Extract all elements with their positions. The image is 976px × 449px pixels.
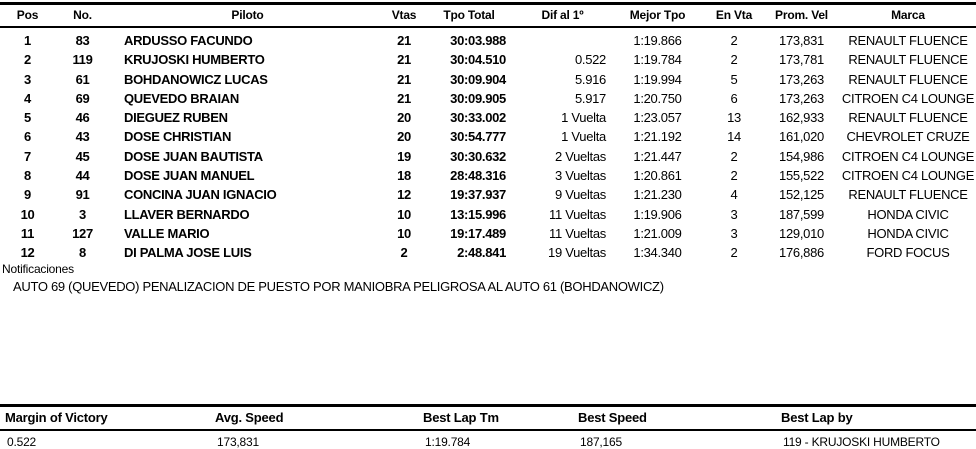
cell-dif-al-1: 1 Vuelta [561,110,606,126]
cell-dif-al-1 [515,27,610,50]
cell-piloto: DI PALMA JOSE LUIS [124,245,252,261]
cell-vtas: 19 [397,148,411,164]
cell-vtas: 10 [397,225,411,241]
cell-dif-al-1: 5.916 [574,71,606,87]
summary-header-best-speed: Best Speed [578,410,647,425]
cell-dif-al-1: 0.522 [574,52,606,68]
table-row [0,70,976,89]
table-row [0,127,976,146]
cell-pos: 3 [24,71,31,87]
cell-marca: CITROEN C4 LOUNGE [841,168,975,184]
cell-vtas: 18 [397,168,411,184]
cell-vtas: 2 [400,245,408,261]
cell-mejor-tpo: 1:20.750 [633,90,682,106]
cell-piloto: LLAVER BERNARDO [124,206,250,222]
cell-dif-al-1: 19 Vueltas [548,245,606,261]
results-body [0,27,976,263]
cell-marca: RENAULT FLUENCE [848,33,968,48]
summary-header-margin-of-victory: Margin of Victory [5,410,108,425]
cell-pos: 1 [24,33,31,48]
header-prom-vel: Prom. Vel [763,4,840,28]
cell-mejor-tpo: 1:20.861 [633,168,682,184]
cell-tpo-total: 13:15.996 [450,206,506,222]
header-vtas: Vtas [385,4,423,28]
cell-dif-al-1: 1 Vuelta [561,129,606,145]
cell-tpo-total: 30:54.777 [450,129,506,145]
cell-vtas: 12 [397,187,411,203]
cell-dif-al-1: 3 Vueltas [554,168,606,184]
cell-mejor-tpo: 1:19.866 [633,33,682,48]
cell-prom-vel: 173,781 [779,52,824,68]
summary-header-row [0,404,976,431]
cell-no: 69 [75,90,90,106]
header-tpo-total: Tpo Total [423,4,515,28]
cell-no: 46 [75,110,90,126]
cell-vtas: 10 [397,206,411,222]
cell-no: 119 [72,52,93,68]
summary-header-best-lap-by: Best Lap by [781,410,853,425]
header-no: No. [55,4,110,28]
cell-piloto: KRUJOSKI HUMBERTO [124,52,265,68]
cell-pos: 8 [24,168,31,184]
cell-no: 91 [75,187,90,203]
cell-no: 3 [79,206,86,222]
cell-en-vta: 3 [730,225,738,241]
cell-marca: RENAULT FLUENCE [848,110,968,126]
notifications-title: Notificaciones [2,262,74,276]
summary-value-avg-speed: 173,831 [217,435,259,449]
cell-prom-vel: 187,599 [779,206,824,222]
header-piloto: Piloto [110,4,385,28]
cell-mejor-tpo: 1:19.906 [633,206,682,222]
cell-marca: RENAULT FLUENCE [848,187,968,203]
cell-piloto: ARDUSSO FACUNDO [124,33,253,48]
cell-piloto: DIEGUEZ RUBEN [124,110,228,126]
table-row [0,185,976,204]
results-table-header [0,4,976,28]
cell-prom-vel: 154,986 [779,148,824,164]
cell-prom-vel: 176,886 [779,245,824,261]
cell-tpo-total: 30:09.905 [450,90,506,106]
cell-tpo-total: 30:33.002 [450,110,506,126]
cell-vtas: 21 [397,33,411,48]
cell-tpo-total: 30:30.632 [450,148,506,164]
cell-piloto: BOHDANOWICZ LUCAS [124,71,268,87]
cell-marca: RENAULT FLUENCE [848,52,968,68]
cell-pos: 11 [20,225,35,241]
summary-header-best-lap-tm: Best Lap Tm [423,410,499,425]
cell-vtas: 21 [397,90,411,106]
cell-dif-al-1: 11 Vueltas [549,225,606,241]
summary-value-best-speed: 187,165 [580,435,622,449]
table-row [0,108,976,127]
cell-prom-vel: 173,831 [779,33,824,48]
cell-prom-vel: 173,263 [779,90,824,106]
cell-prom-vel: 155,522 [779,168,824,184]
notifications-section [2,262,974,294]
cell-mejor-tpo: 1:19.784 [633,52,682,68]
table-row [0,27,976,50]
header-en-vta: En Vta [705,4,763,28]
table-row [0,224,976,243]
cell-tpo-total: 28:48.316 [450,168,506,184]
summary-value-best-lap-tm: 1:19.784 [425,435,471,449]
cell-tpo-total: 30:04.510 [450,52,506,68]
cell-en-vta: 4 [730,187,738,203]
cell-en-vta: 2 [730,33,738,48]
cell-marca: HONDA CIVIC [867,225,949,241]
cell-piloto: DOSE JUAN MANUEL [124,168,255,184]
cell-en-vta: 5 [730,71,738,87]
summary-value-margin-of-victory: 0.522 [7,435,37,449]
cell-mejor-tpo: 1:21.009 [633,225,682,241]
cell-mejor-tpo: 1:21.447 [633,148,682,164]
cell-pos: 10 [20,206,35,222]
cell-piloto: DOSE CHRISTIAN [124,129,232,145]
cell-vtas: 21 [397,71,411,87]
cell-marca: RENAULT FLUENCE [848,71,968,87]
cell-pos: 5 [24,110,31,126]
cell-tpo-total: 19:17.489 [450,225,506,241]
cell-tpo-total: 19:37.937 [450,187,506,203]
cell-dif-al-1: 2 Vueltas [554,148,606,164]
cell-no: 83 [75,33,90,48]
cell-en-vta: 2 [730,168,738,184]
cell-piloto: DOSE JUAN BAUTISTA [124,148,263,164]
cell-pos: 2 [24,52,31,68]
summary-values-row [0,431,976,449]
cell-prom-vel: 161,020 [779,129,824,145]
cell-piloto: QUEVEDO BRAIAN [124,90,239,106]
cell-mejor-tpo: 1:23.057 [633,110,682,126]
cell-marca: CITROEN C4 LOUNGE [841,148,975,164]
cell-marca: CITROEN C4 LOUNGE [841,90,975,106]
cell-no: 61 [75,71,90,87]
cell-en-vta: 13 [727,110,741,126]
cell-pos: 6 [24,129,31,145]
table-row [0,205,976,224]
cell-pos: 12 [20,245,35,261]
cell-vtas: 20 [397,129,411,145]
cell-no: 45 [75,148,90,164]
cell-mejor-tpo: 1:34.340 [633,245,682,261]
header-mejor-tpo: Mejor Tpo [610,4,705,28]
cell-dif-al-1: 5.917 [574,90,606,106]
notification-item: AUTO 69 (QUEVEDO) PENALIZACION DE PUESTO POR MANIOBRA PELIGROSA AL AUTO 61 (BOHDANOWICZ) [13,279,664,294]
cell-pos: 9 [24,187,31,203]
cell-no: 8 [79,245,86,261]
cell-marca: CHEVROLET CRUZE [846,129,970,145]
cell-en-vta: 2 [730,148,738,164]
cell-tpo-total: 30:03.988 [450,33,506,48]
cell-no: 127 [72,225,93,241]
header-row [0,4,976,28]
table-row [0,50,976,69]
summary-table [0,404,976,449]
cell-vtas: 21 [397,52,411,68]
cell-en-vta: 6 [730,90,738,106]
cell-en-vta: 2 [730,52,738,68]
cell-no: 43 [75,129,90,145]
cell-en-vta: 2 [730,245,738,261]
cell-en-vta: 14 [727,129,741,145]
table-row [0,147,976,166]
cell-pos: 7 [24,148,31,164]
cell-prom-vel: 173,263 [779,71,824,87]
cell-mejor-tpo: 1:21.230 [633,187,682,203]
cell-tpo-total: 30:09.904 [450,71,506,87]
summary-value-best-lap-by: 119 - KRUJOSKI HUMBERTO [783,435,940,449]
cell-marca: HONDA CIVIC [867,206,949,222]
cell-mejor-tpo: 1:19.994 [633,71,682,87]
cell-mejor-tpo: 1:21.192 [633,129,682,145]
cell-tpo-total: 2:48.841 [457,245,506,261]
cell-piloto: VALLE MARIO [124,225,210,241]
header-pos: Pos [0,4,55,28]
table-row [0,89,976,108]
header-dif-al-1: Dif al 1º [515,4,610,28]
summary-header-avg-speed: Avg. Speed [215,410,284,425]
cell-prom-vel: 152,125 [779,187,824,203]
cell-piloto: CONCINA JUAN IGNACIO [124,187,277,203]
cell-pos: 4 [24,90,31,106]
cell-vtas: 20 [397,110,411,126]
cell-prom-vel: 162,933 [779,110,824,126]
table-row [0,166,976,185]
cell-prom-vel: 129,010 [779,225,824,241]
header-marca: Marca [840,4,976,28]
cell-dif-al-1: 9 Vueltas [554,187,606,203]
cell-dif-al-1: 11 Vueltas [549,206,606,222]
table-row [0,243,976,262]
cell-marca: FORD FOCUS [866,245,950,261]
cell-no: 44 [75,168,90,184]
cell-en-vta: 3 [730,206,738,222]
results-table [0,2,976,263]
